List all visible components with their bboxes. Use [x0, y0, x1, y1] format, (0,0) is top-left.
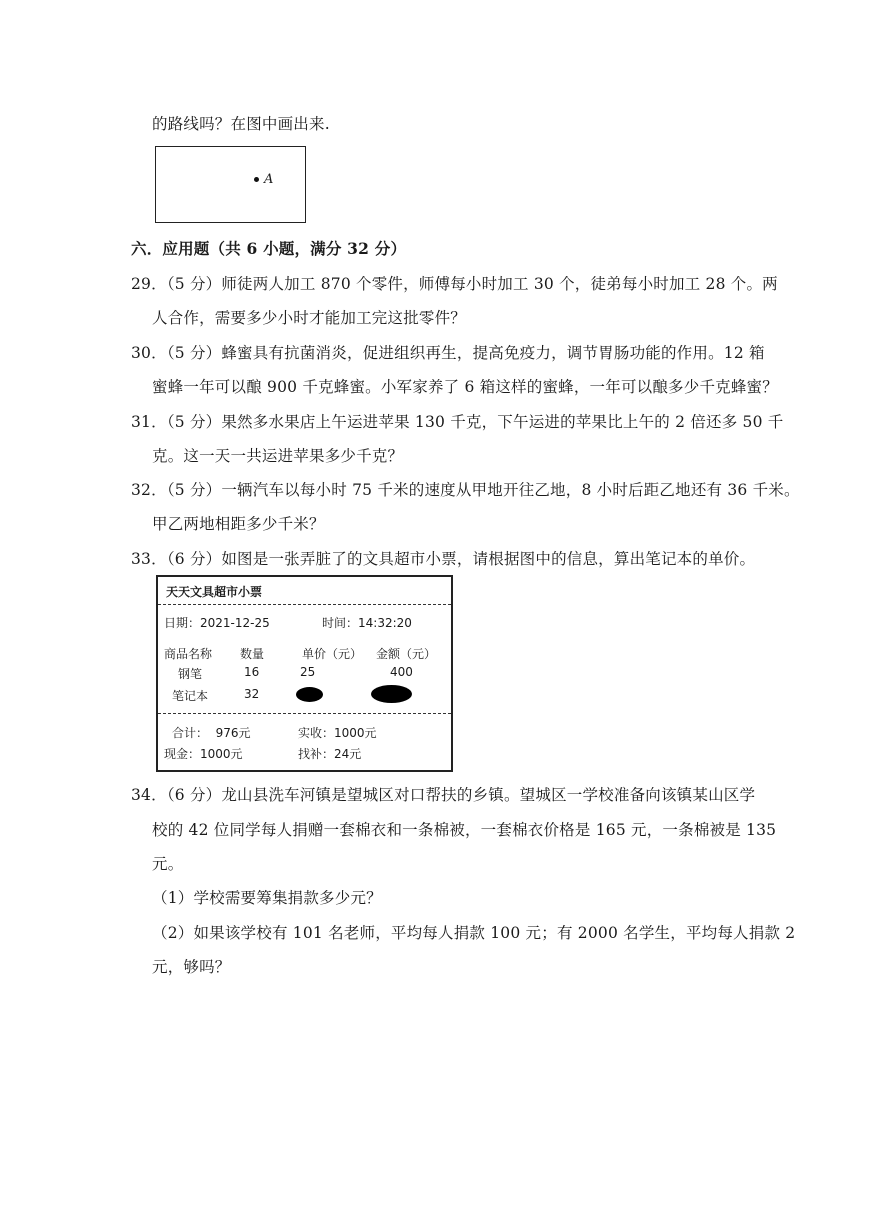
receipt-row-pen-name: 钢笔 [178, 667, 203, 681]
receipt-divider-bottom [158, 713, 451, 714]
question-31-line-2: 克。这一天一共运进苹果多少千克？ [152, 447, 404, 465]
receipt-amount-stain [371, 685, 412, 703]
question-34-part-1: （1）学校需要筹集捐款多少元？ [152, 889, 382, 907]
receipt-date: 日期：2021-12-25 [164, 616, 270, 630]
point-a-dot [254, 177, 259, 182]
receipt-row-pen-price: 25 [300, 665, 316, 679]
receipt-figure [156, 575, 453, 772]
question-30-line-2: 蜜蜂一年可以酿 900 千克蜂蜜。小军家养了 6 箱这样的蜜蜂，一年可以酿多少千克蜂蜜？ [152, 378, 778, 396]
question-29-line-1: 29．（5 分）师徒两人加工 870 个零件，师傅每小时加工 30 个，徒弟每小时加工 28 个。两 [131, 275, 778, 293]
receipt-total: 合计： 976元 [172, 726, 251, 740]
question-34-part-2-line-2: 元，够吗？ [152, 958, 231, 976]
receipt-title: 天天文具超市小票 [166, 585, 263, 599]
question-34-line-3: 元。 [152, 855, 184, 873]
point-a-figure [155, 146, 306, 223]
question-32-line-2: 甲乙两地相距多少千米？ [152, 515, 325, 533]
section-heading: 六．应用题（共 6 小题，满分 32 分） [131, 239, 407, 258]
receipt-header-name: 商品名称 [164, 647, 213, 661]
question-33-line-1: 33．（6 分）如图是一张弄脏了的文具超市小票，请根据图中的信息，算出笔记本的单价。 [131, 550, 756, 568]
question-32-line-1: 32．（5 分）一辆汽车以每小时 75 千米的速度从甲地开往乙地，8 小时后距乙地还有 36 千米。 [131, 481, 800, 499]
receipt-cash: 现金：1000元 [164, 747, 243, 761]
question-30-line-1: 30．（5 分）蜂蜜具有抗菌消炎，促进组织再生，提高免疫力，调节胃肠功能的作用。12 箱 [131, 344, 765, 362]
question-29-line-2: 人合作，需要多少小时才能加工完这批零件？ [152, 309, 467, 327]
receipt-price-stain [296, 687, 323, 702]
point-a-label: A [264, 172, 274, 187]
receipt-time: 时间：14:32:20 [322, 616, 412, 630]
receipt-row-notebook-qty: 32 [244, 687, 260, 701]
receipt-divider-top [158, 604, 451, 605]
receipt-change: 找补：24元 [298, 747, 362, 761]
question-28-tail: 的路线吗？在图中画出来. [152, 115, 330, 133]
question-31-line-1: 31．（5 分）果然多水果店上午运进苹果 130 千克，下午运进的苹果比上午的 2 倍还多 50 千 [131, 413, 784, 431]
receipt-header-price: 单价（元） [302, 647, 363, 661]
question-34-line-1: 34．（6 分）龙山县洗车河镇是望城区对口帮扶的乡镇。望城区一学校准备向该镇某山区学 [131, 786, 756, 804]
question-34-line-2: 校的 42 位同学每人捐赠一套棉衣和一条棉被，一套棉衣价格是 165 元，一条棉被是 135 [152, 821, 777, 839]
receipt-header-qty: 数量 [240, 647, 265, 661]
receipt-row-notebook-name: 笔记本 [172, 689, 209, 703]
receipt-received: 实收：1000元 [298, 726, 377, 740]
receipt-row-pen-qty: 16 [244, 665, 260, 679]
receipt-row-pen-amount: 400 [390, 665, 413, 679]
receipt-header-amount: 金额（元） [376, 647, 437, 661]
question-34-part-2-line-1: （2）如果该学校有 101 名老师，平均每人捐款 100 元；有 2000 名学生，平均每人捐款 2 [152, 924, 796, 942]
